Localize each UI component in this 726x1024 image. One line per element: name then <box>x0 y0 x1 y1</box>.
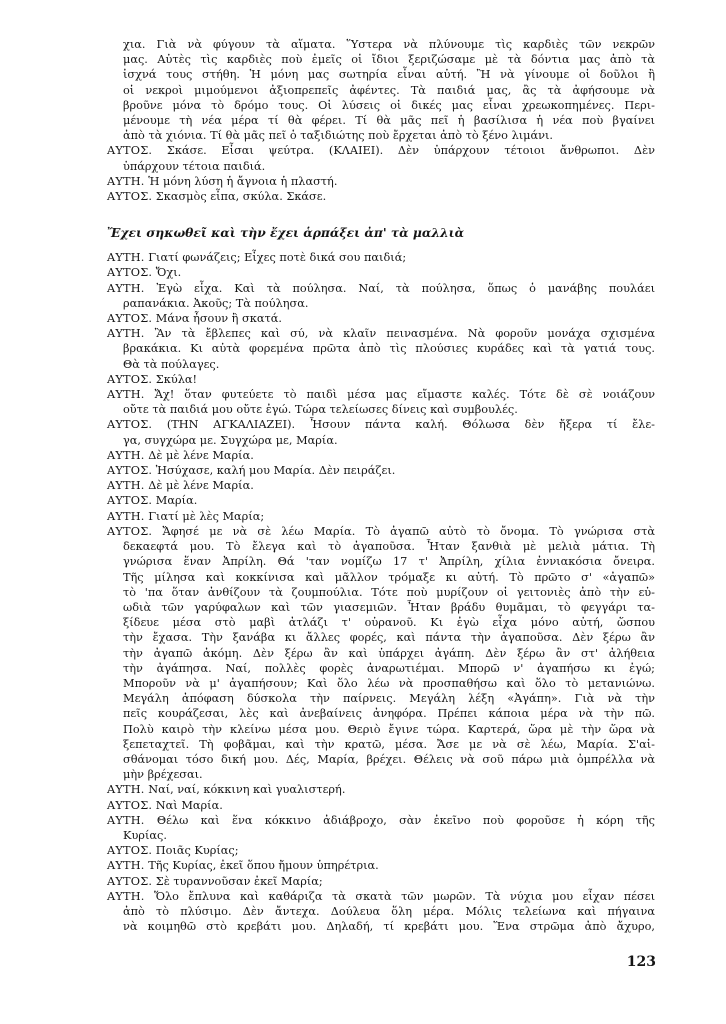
dialogue-line: ξίδευε μέσα στὸ μαβὶ ἀτλάζι τ' οὐρανοῦ. Κι ἐγὼ εἶχα μόνο αὐτή, ὥσπου <box>123 616 655 630</box>
line-text: Ἡσύχασε, καλή μου Μαρία. Δὲν πειράζει. <box>155 464 396 478</box>
dialogue-line <box>107 417 655 432</box>
speaker-label: ΑΥΤΗ. <box>107 859 145 873</box>
speaker-label: ΑΥΤΗ. <box>107 889 145 903</box>
dialogue-line <box>107 478 655 493</box>
line-text: Γιατί φωνάζεις; Εἶχες ποτὲ δικά σου παιδιά; <box>148 251 407 265</box>
speaker-label: ΑΥΤΗ. <box>107 174 145 188</box>
speaker-label: ΑΥΤΟΣ. <box>107 312 153 326</box>
dialogue-entry <box>107 478 655 493</box>
dialogue-line <box>107 813 655 828</box>
line-text: Δὲ μὲ λένε Μαρία. <box>148 479 254 493</box>
speech-line: ἰσχνά τους στήθη. Ἡ μόνη μας σωτηρία εἶναι αὐτή. Ἢ νὰ γίνουμε οἱ δοῦλοι ἢ <box>123 68 655 82</box>
line-text: (ΤΗΝ ΑΓΚΑΛΙΑΖΕΙ). Ἦσουν πάντα καλή. Θόλωσα δὲν ἤξερα τί ἔλε- <box>166 418 655 432</box>
dialogue-line: ωδιὰ τῶν γαρύφαλων καὶ τῶν γιασεμιῶν. Ἦταν βράδυ θυμᾶμαι, τὸ φεγγάρι τα- <box>123 600 655 614</box>
line-text: Θέλω καὶ ἕνα κόκκινο ἀδιάβροχο, σὰν ἐκεῖνο ποὺ φοροῦσε ἡ κόρη τῆς <box>156 813 655 827</box>
dialogue-entry <box>107 265 655 280</box>
dialogue-entry <box>107 326 655 372</box>
speaker-label: ΑΥΤΗ. <box>107 281 145 295</box>
speaker-label: ΑΥΤΟΣ. <box>107 372 153 386</box>
line-text: Ναὶ Μαρία. <box>155 798 223 812</box>
dialogue-line: δεκαεφτά μου. Τὸ ἔλεγα καὶ τὸ ἀγαποῦσα. Ἦταν ξανθιὰ μὲ μελιὰ μάτια. Τὴ <box>123 540 655 554</box>
dialogue-entry <box>107 813 655 843</box>
line-text: Ὅλο ἔπλυνα καὶ καθάριζα τὰ σκατὰ τῶν μωρῶν. Τὰ νύχια μου εἶχαν πέσει <box>154 889 655 903</box>
speech-line: βροῦνε μόνα τὸ δρόμο τους. Οἱ λύσεις οἱ δικές μας εἶναι χρεωκοπημένες. Περι- <box>123 98 655 112</box>
dialogue-entry <box>107 493 655 508</box>
dialogue-line <box>107 524 655 539</box>
dialogue-line: Κυρίας. <box>123 828 167 842</box>
dialogue-line <box>107 463 655 478</box>
speaker-label: ΑΥΤΗ. <box>107 479 145 493</box>
dialogue-line: Τῆς μίλησα καὶ κοκκίνισα καὶ μᾶλλον τρόμαξε κι αὐτή. Τὸ πρῶτο σ' «ἀγαπῶ» <box>123 570 655 584</box>
dialogue-line: νὰ κοιμηθῶ στὸ κρεβάτι μου. Δηλαδή, τί κρεβάτι μου. Ἕνα στρῶμα ἀπὸ ἄχυρο, <box>123 920 655 934</box>
dialogue-entry <box>107 858 655 873</box>
speaker-label: ΑΥΤΟΣ. <box>107 798 153 812</box>
dialogue-entry <box>107 874 655 889</box>
dialogue-line: ὑπάρχουν τέτοια παιδιά. <box>123 159 266 173</box>
dialogue-line: πεῖς κουράζεσαι, λὲς καὶ ἀνεβαίνεις ἀνηφόρα. Πρέπει κάποια μέρα νὰ τὴν πῶ. <box>123 707 655 721</box>
speaker-label: ΑΥΤΟΣ. <box>107 418 153 432</box>
dialogue-entry <box>107 782 655 797</box>
speech-line: μένουμε τὴ νέα μέρα τί θὰ φέρει. Τί θὰ μᾶς πεῖ ἡ βασίλισα ἡ νέα ποὺ βγαίνει <box>123 114 655 128</box>
line-text: Ἂν τὰ ἔβλεπες καὶ σύ, νὰ κλαῖν πεινασμένα. Νὰ φοροῦν μονάχα σχισμένα <box>154 327 655 341</box>
line-text: Ἄφησέ με νὰ σὲ λέω Μαρία. Τὸ ἀγαπῶ αὐτὸ τὸ ὄνομα. Τὸ γνώρισα στὰ <box>162 524 656 538</box>
line-text: Μαρία. <box>155 494 198 508</box>
dialogue-line: τὸ 'πα ὅταν ἀνθίζουν τὰ ζουμπούλια. Τότε ποὺ μυρίζουν οἱ γειτονιὲς ἀπὸ τὴν εὐ- <box>123 585 655 599</box>
page-text-column <box>107 37 655 934</box>
dialogue-entry <box>107 143 655 173</box>
speech-line: χια. Γιὰ νὰ φύγουν τὰ αἵματα. Ὕστερα νὰ πλύνουμε τὶς καρδιὲς τῶν νεκρῶν <box>123 38 655 51</box>
dialogue-line <box>107 509 655 524</box>
dialogue-entry <box>107 250 655 265</box>
speaker-label: ΑΥΤΟΣ. <box>107 524 153 538</box>
page-number: 123 <box>626 954 656 970</box>
dialogue-line: σθάνομαι τόσο δική μου. Δές, Μαρία, βρέχει. Θέλεις νὰ σοῦ πάρω μιὰ ὀμπρέλλα νὰ <box>123 752 655 766</box>
speaker-label: ΑΥΤΟΣ. <box>107 464 153 478</box>
dialogue-line <box>107 843 655 858</box>
dialogue-entry <box>107 417 655 447</box>
dialogue-line: τὴν ἀγαπῶ ἀκόμη. Δὲν ξέρω ἂν καὶ ὑπάρχει ἀγάπη. Δὲν ξέρω ἂν στ' ἀλήθεια <box>123 646 655 660</box>
line-text: Σκύλα! <box>155 372 198 386</box>
continued-speech <box>107 37 655 143</box>
dialogue-line <box>107 372 655 387</box>
line-text: Ἡ μόνη λύση ἡ ἄγνοια ἡ πλαστή. <box>148 174 338 188</box>
dialogue-line: βρακάκια. Κι αὐτὰ φορεμένα πρῶτα ἀπὸ τὶς πλούσιες κυράδες καὶ τὰ γατιά τους. <box>123 342 655 356</box>
speaker-label: ΑΥΤΟΣ. <box>107 844 153 858</box>
stage-direction-heading: Ἔχει σηκωθεῖ καὶ τὴν ἔχει ἁρπάξει ἀπ' τὰ μαλλιὰ <box>107 225 465 241</box>
speaker-label: ΑΥΤΗ. <box>107 251 145 265</box>
line-text: Ἄχ! ὅταν φυτεύετε τὸ παιδὶ μέσα μας εἴμαστε καλές. Τότε δὲ σὲ νοιάζουν <box>154 388 655 402</box>
dialogue-line <box>107 889 655 904</box>
dialogue-entry <box>107 798 655 813</box>
line-text: Σκασμὸς εἶπα, σκύλα. Σκάσε. <box>155 190 327 204</box>
speaker-label: ΑΥΤΟΣ. <box>107 266 153 280</box>
speaker-label: ΑΥΤΟΣ. <box>107 144 153 158</box>
speaker-label: ΑΥΤΗ. <box>107 327 145 341</box>
dialogue-line <box>107 265 655 280</box>
line-text: Ἐγὼ εἶχα. Καὶ τὰ πούλησα. Ναί, τὰ πούλησα, ὅπως ὁ μανάβης πουλάει <box>156 281 656 295</box>
dialogue-line: ἀπὸ τὸ πλύσιμο. Δὲν ἄντεχα. Δούλευα ὅλη μέρα. Μόλις τελείωνα καὶ πήγαινα <box>123 904 655 918</box>
speaker-label: ΑΥΤΗ. <box>107 448 145 462</box>
speaker-label: ΑΥΤΗ. <box>107 783 145 797</box>
dialogue-line <box>107 281 655 296</box>
dialogue-entry <box>107 448 655 463</box>
dialogue-line <box>107 250 655 265</box>
dialogue-line: Μποροῦν νὰ μ' ἀγαπήσουν; Καὶ ὅλο λέω νὰ προσπαθήσω καὶ ὅλο τὸ μετανιώνω. <box>123 676 655 690</box>
line-text: Γιατί μὲ λὲς Μαρία; <box>148 509 265 523</box>
line-text: Ποιᾶς Κυρίας; <box>155 844 239 858</box>
speech-line: μας. Αὐτὲς τὶς καρδιὲς ποὺ ἐμεῖς οἱ ἴδιοι ξεριζώσαμε μὲ τὰ δόντια μας ἀπὸ τὰ <box>123 53 655 67</box>
dialogue-line <box>107 189 655 204</box>
dialogue-line <box>107 493 655 508</box>
dialogue-line: τὴν ἀγάπησα. Ναί, πολλὲς φορὲς ἀναρωτιέμαι. Μπορῶ ν' ἀγαπήσω κι ἐγώ; <box>123 661 655 675</box>
dialogue-entry <box>107 311 655 326</box>
dialogue-entry <box>107 843 655 858</box>
dialogue-line: ξεπεταχτεῖ. Τὴ φοβᾶμαι, καὶ τὴν κρατῶ, μέσα. Ἄσε με νὰ σὲ λέω, Μαρία. Σ'αἰ- <box>123 737 655 751</box>
dialogue-entry <box>107 372 655 387</box>
dialogue-line <box>107 143 655 158</box>
dialogue-line <box>107 448 655 463</box>
dialogue-line: Θὰ τὰ πούλαγες. <box>123 357 220 371</box>
speaker-label: ΑΥΤΟΣ. <box>107 494 153 508</box>
speaker-label: ΑΥΤΗ. <box>107 813 145 827</box>
line-text: Ναί, ναί, κόκκινη καὶ γυαλιστερή. <box>148 783 346 797</box>
line-text: Τῆς Κυρίας, ἐκεῖ ὅπου ἤμουν ὑπηρέτρια. <box>148 859 379 873</box>
dialogue-line: μὴν βρέχεσαι. <box>123 768 203 782</box>
line-text: Σὲ τυραννοῦσαν ἐκεῖ Μαρία; <box>155 874 323 888</box>
line-text: Δὲ μὲ λένε Μαρία. <box>148 448 254 462</box>
dialogue-line <box>107 311 655 326</box>
dialogue-line: γνώρισα ἕναν Ἀπρίλη. Θά 'ταν νομίζω 17 τ' Ἀπρίλη, χίλια ἐννιακόσια ὄνειρα. <box>123 555 655 569</box>
dialogue-line <box>107 782 655 797</box>
dialogue-line: γα, συγχώρα με. Συγχώρα με, Μαρία. <box>123 433 338 447</box>
dialogue-line: οὔτε τὰ παιδιά μου οὔτε ἐγώ. Τώρα τελείωσες δίνεις καὶ συμβουλές. <box>123 403 518 417</box>
line-text: Σκάσε. Εἶσαι ψεύτρα. (ΚΛΑΙΕΙ). Δὲν ὑπάρχουν τέτοιοι ἄνθρωποι. Δὲν <box>166 144 655 158</box>
dialogue-line: τὴν ἔχασα. Τὴν ξανάβα κι ἄλλες φορές, καὶ πάντα τὴν ἀγαποῦσα. Δὲν ξέρω ἂν <box>123 631 655 645</box>
dialogue-entry <box>107 189 655 204</box>
line-text: Μάνα ἦσουν ἢ σκατά. <box>155 312 282 326</box>
speaker-label: ΑΥΤΗ. <box>107 509 145 523</box>
dialogue-entry <box>107 174 655 189</box>
dialogue-entry <box>107 463 655 478</box>
dialogue-entry <box>107 387 655 417</box>
dialogue-entry <box>107 889 655 935</box>
dialogue-line <box>107 858 655 873</box>
speaker-label: ΑΥΤΟΣ. <box>107 190 153 204</box>
dialogue-line: Μεγάλη ἀπόφαση δύσκολα τὴν παίρνεις. Μεγάλη λέξη «Ἀγάπη». Γιὰ νὰ τὴν <box>123 692 655 706</box>
dialogue-line <box>107 387 655 402</box>
dialogue-line: ραπανάκια. Ἀκοῦς; Τὰ πούλησα. <box>123 296 309 310</box>
speech-line: οἱ νεκροὶ μιμούμενοι ἀξιοπρεπεῖς ἀφέντες. Τὰ παιδιά μας, ἂς τὰ ἀφήσουμε νὰ <box>123 83 655 97</box>
dialogue-line <box>107 874 655 889</box>
speech-line: ἀπὸ τὰ χιόνια. Τί θὰ μᾶς πεῖ ὁ ταξιδιώτης ποὺ ἔρχεται ἀπὸ τὸ ξένο λιμάνι. <box>123 129 554 143</box>
speaker-label: ΑΥΤΟΣ. <box>107 874 153 888</box>
dialogue-line <box>107 798 655 813</box>
dialogue-line <box>107 326 655 341</box>
dialogue-entry <box>107 524 655 782</box>
dialogue-entry <box>107 509 655 524</box>
dialogue-line <box>107 174 655 189</box>
dialogue-line: Πολὺ καιρὸ τὴν κλείνω μέσα μου. Θεριὸ ἔγινε τώρα. Καρτερά, ὥρα μὲ τὴν ὥρα νὰ <box>123 722 655 736</box>
dialogue-entry <box>107 281 655 311</box>
line-text: Ὄχι. <box>155 266 182 280</box>
speaker-label: ΑΥΤΗ. <box>107 388 145 402</box>
